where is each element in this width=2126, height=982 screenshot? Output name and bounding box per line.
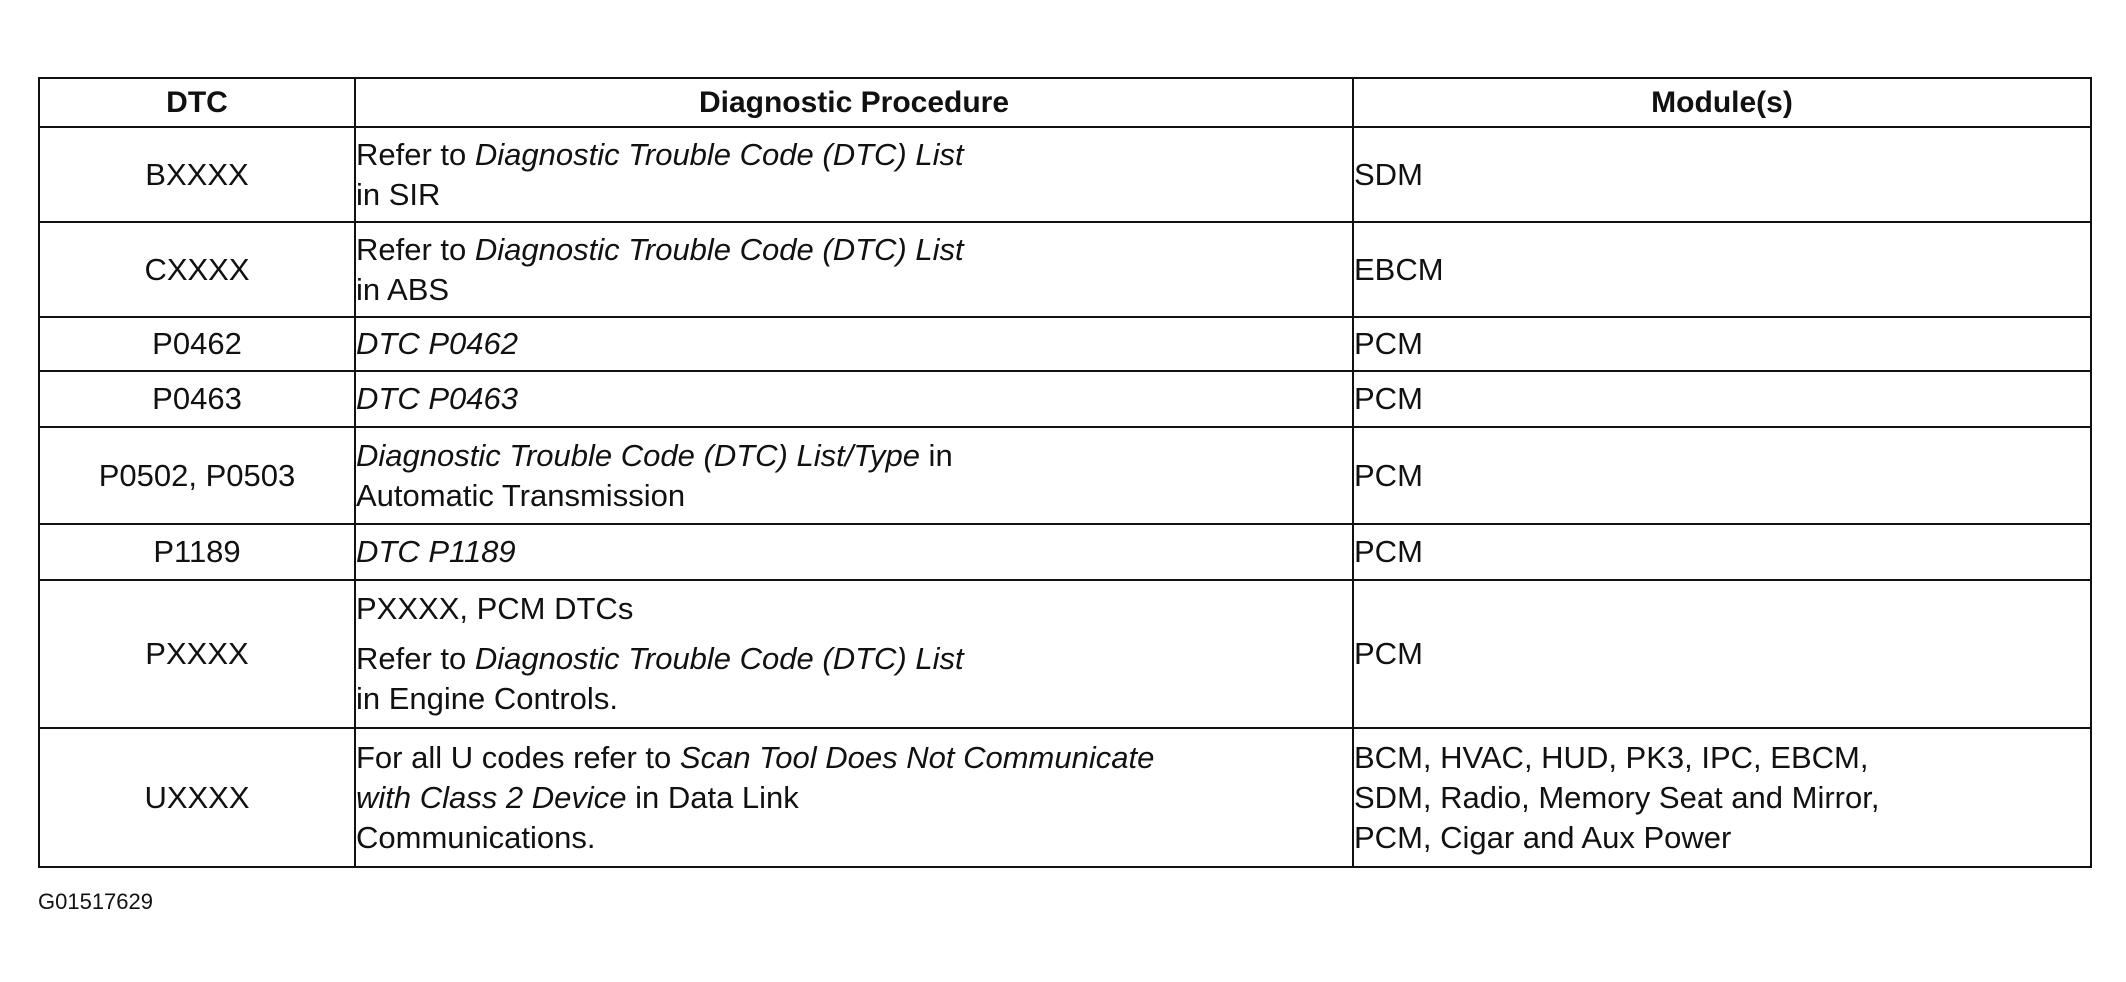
modules-cell: PCM <box>1353 371 2091 427</box>
procedure-text: in Data Link <box>626 779 799 815</box>
modules-cell: PCM <box>1353 427 2091 524</box>
table-row <box>39 728 2091 867</box>
procedure-text: Communications. <box>356 819 596 855</box>
procedure-text: in ABS <box>356 271 450 307</box>
procedure-reference: Diagnostic Trouble Code (DTC) List <box>474 231 964 267</box>
figure-id: G01517629 <box>38 889 153 914</box>
header-diagnostic-procedure: Diagnostic Procedure <box>355 78 1353 127</box>
modules-cell: PCM <box>1353 580 2091 728</box>
procedure-text: in Engine Controls. <box>356 681 618 716</box>
procedure-reference: DTC P0462 <box>356 326 518 361</box>
procedure-reference: Diagnostic Trouble Code (DTC) List <box>474 136 964 172</box>
procedure-text: in SIR <box>356 176 441 212</box>
modules-cell: PCM <box>1353 524 2091 580</box>
procedure-reference: Diagnostic Trouble Code (DTC) List/Type <box>356 437 920 473</box>
table-header-row <box>39 78 2091 127</box>
procedure-cell <box>355 222 1353 317</box>
modules-cell <box>1353 728 2091 867</box>
procedure-text: PXXXX, PCM DTCs <box>356 591 634 626</box>
table-row <box>39 222 2091 317</box>
procedure-cell <box>355 524 1353 580</box>
dtc-cell: BXXXX <box>39 127 355 222</box>
table-row <box>39 580 2091 728</box>
table-row <box>39 127 2091 222</box>
modules-text: BCM, HVAC, HUD, PK3, IPC, EBCM, <box>1354 739 1869 775</box>
procedure-cell <box>355 371 1353 427</box>
procedure-reference: Diagnostic Trouble Code (DTC) List <box>474 641 964 676</box>
table-row <box>39 371 2091 427</box>
modules-text: PCM, Cigar and Aux Power <box>1354 819 1732 855</box>
dtc-cell: P1189 <box>39 524 355 580</box>
procedure-text: Automatic Transmission <box>356 477 686 513</box>
table-row <box>39 427 2091 524</box>
procedure-text: Refer to <box>356 641 475 676</box>
procedure-cell <box>355 127 1353 222</box>
header-modules: Module(s) <box>1353 78 2091 127</box>
dtc-table <box>38 77 2092 868</box>
procedure-text: Refer to <box>356 136 475 172</box>
dtc-cell: CXXXX <box>39 222 355 317</box>
procedure-cell <box>355 427 1353 524</box>
modules-cell: SDM <box>1353 127 2091 222</box>
dtc-cell: P0463 <box>39 371 355 427</box>
procedure-cell <box>355 317 1353 371</box>
dtc-cell: P0502, P0503 <box>39 427 355 524</box>
procedure-reference: with Class 2 Device <box>356 779 627 815</box>
procedure-text: Refer to <box>356 231 475 267</box>
paragraph-gap <box>356 629 1352 639</box>
modules-cell: PCM <box>1353 317 2091 371</box>
table-row <box>39 317 2091 371</box>
header-dtc: DTC <box>39 78 355 127</box>
procedure-reference: DTC P0463 <box>356 381 518 416</box>
procedure-cell <box>355 580 1353 728</box>
dtc-cell: P0462 <box>39 317 355 371</box>
procedure-cell <box>355 728 1353 867</box>
procedure-text: in <box>919 437 953 473</box>
procedure-text: For all U codes refer to <box>356 739 680 775</box>
procedure-reference: DTC P1189 <box>356 534 516 569</box>
dtc-cell: UXXXX <box>39 728 355 867</box>
procedure-reference: Scan Tool Does Not Communicate <box>679 739 1155 775</box>
dtc-cell: PXXXX <box>39 580 355 728</box>
modules-text: SDM, Radio, Memory Seat and Mirror, <box>1354 779 1880 815</box>
modules-cell: EBCM <box>1353 222 2091 317</box>
table-row <box>39 524 2091 580</box>
